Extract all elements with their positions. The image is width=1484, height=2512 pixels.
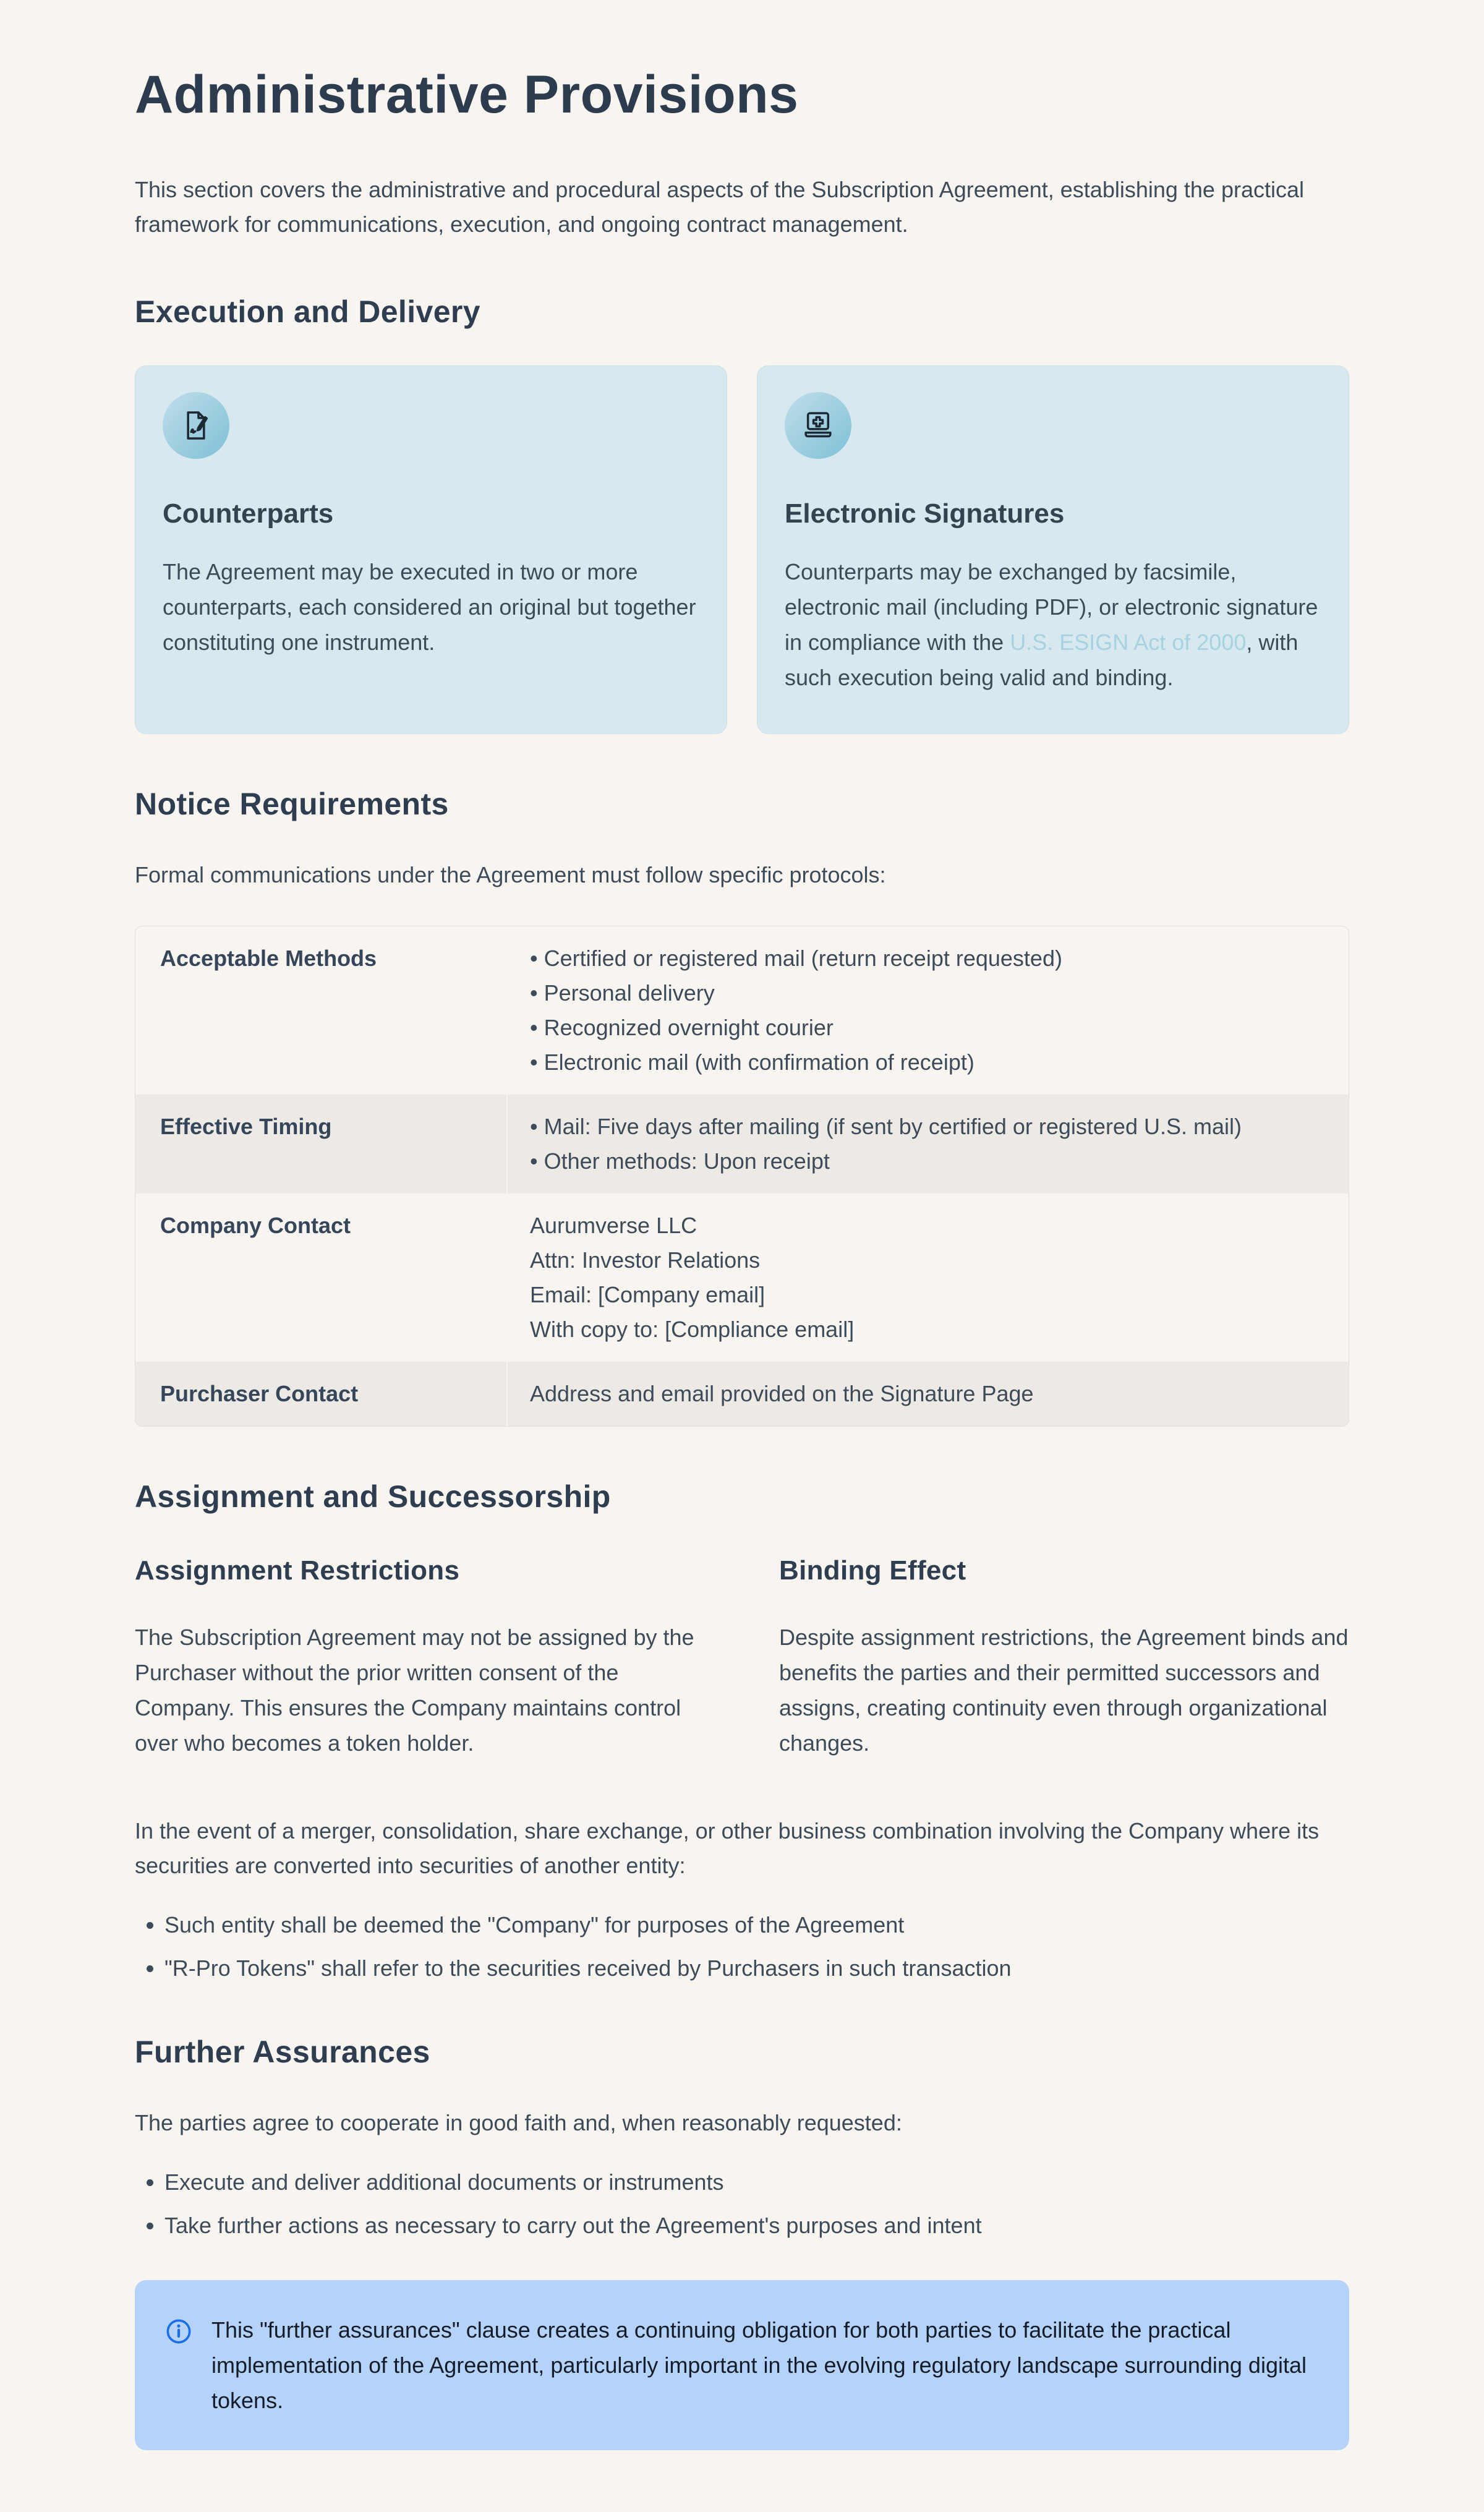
document-page (135, 0, 1349, 2512)
table-row-value (506, 1362, 1349, 1426)
section-heading-further-assurances: Further Assurances (135, 2035, 430, 2069)
list-item: • Such entity shall be deemed the "Company" for purposes of the Agreement (164, 1912, 1349, 1939)
further-assurances-bullet-list (135, 2169, 1349, 2239)
table-row-value (506, 926, 1349, 1095)
card-title-counterparts: Counterparts (163, 498, 334, 529)
section-heading-execution-and-delivery: Execution and Delivery (135, 294, 480, 329)
merger-bullet-list (135, 1912, 1349, 1982)
notice-requirements-table (135, 926, 1349, 1427)
card-body-counterparts: The Agreement may be executed in two or more counterparts, each considered an original but together constituting one instrument. (163, 559, 696, 655)
notice-intro: Formal communications under the Agreement must follow specific protocols: (135, 862, 886, 887)
assignment-restrictions-column (135, 1555, 705, 1761)
electronic-signatures-card (757, 365, 1349, 734)
table-row (135, 926, 1349, 1095)
table-value-line: • Mail: Five days after mailing (if sent by certified or registered U.S. mail) (530, 1114, 1242, 1139)
table-row-label: Company Contact (160, 1213, 351, 1238)
table-value-line: • Recognized overnight courier (530, 1015, 834, 1040)
laptop-medical-icon (801, 408, 835, 443)
card-body-text-before: Counterparts may be exchanged by facsimile, electronic mail (including PDF), or electronic signature in compliance with the (785, 559, 1318, 655)
table-value-line: • Other methods: Upon receipt (530, 1148, 830, 1174)
info-callout (135, 2280, 1349, 2450)
info-icon (164, 2317, 193, 2346)
signature-document-icon (179, 408, 213, 443)
table-row-value (506, 1095, 1349, 1194)
subheading-assignment-restrictions: Assignment Restrictions (135, 1555, 460, 1586)
further-assurances-intro: The parties agree to cooperate in good faith and, when reasonably requested: (135, 2110, 902, 2135)
execution-cards (135, 365, 1349, 734)
info-callout-text: This "further assurances" clause creates a continuing obligation for both parties to facilitate the practical implementation of the Agreement, particularly important in the evolving regulatory landscape surrounding digital tokens. (211, 2317, 1307, 2413)
subheading-binding-effect: Binding Effect (779, 1555, 966, 1586)
counterparts-card (135, 365, 727, 734)
section-heading-assignment-and-successorship: Assignment and Successorship (135, 1479, 611, 1514)
table-value-line: Address and email provided on the Signature Page (530, 1381, 1034, 1406)
list-item: • Take further actions as necessary to carry out the Agreement's purposes and intent (164, 2212, 1349, 2239)
section-heading-notice-requirements: Notice Requirements (135, 787, 449, 821)
card-title-electronic-signatures: Electronic Signatures (785, 498, 1065, 529)
assignment-restrictions-body: The Subscription Agreement may not be assigned by the Purchaser without the prior written consent of the Company. This ensures the Company maintains control over who becomes a token holder. (135, 1625, 694, 1756)
table-value-line: Email: [Company email] (530, 1282, 765, 1307)
table-row (135, 1362, 1349, 1426)
counterparts-icon-circle (163, 392, 229, 459)
table-row (135, 1194, 1349, 1362)
table-value-line: • Certified or registered mail (return receipt requested) (530, 946, 1062, 971)
table-value-line: Aurumverse LLC (530, 1213, 697, 1238)
list-item: • "R-Pro Tokens" shall refer to the securities received by Purchasers in such transaction (164, 1955, 1349, 1982)
binding-effect-body: Despite assignment restrictions, the Agreement binds and benefits the parties and their permitted successors and assigns, creating continuity even through organizational changes. (779, 1625, 1349, 1756)
table-row-label: Purchaser Contact (160, 1381, 359, 1406)
table-row-label: Effective Timing (160, 1114, 332, 1139)
table-value-line: • Electronic mail (with confirmation of receipt) (530, 1049, 974, 1075)
page-intro: This section covers the administrative and procedural aspects of the Subscription Agreement, establishing the practical framework for communications, execution, and ongoing contract management. (135, 177, 1305, 237)
card-body-electronic-signatures (785, 554, 1321, 695)
table-row-value (506, 1194, 1349, 1362)
page-title: Administrative Provisions (135, 65, 799, 124)
bottom-spacer (135, 2450, 1349, 2512)
table-row (135, 1095, 1349, 1194)
info-icon-wrap (164, 2317, 193, 2346)
esign-act-link[interactable]: U.S. ESIGN Act of 2000 (1010, 630, 1247, 655)
table-row-label: Acceptable Methods (160, 946, 377, 971)
list-item: • Execute and deliver additional documents or instruments (164, 2169, 1349, 2196)
electronic-signatures-icon-circle (785, 392, 851, 459)
merger-intro: In the event of a merger, consolidation, share exchange, or other business combination involving the Company where its securities are converted into securities of another entity: (135, 1818, 1320, 1878)
table-value-line: Attn: Investor Relations (530, 1247, 761, 1273)
table-value-line: • Personal delivery (530, 980, 715, 1006)
binding-effect-column (779, 1555, 1349, 1761)
assignment-columns (135, 1555, 1349, 1761)
table-value-line: With copy to: [Compliance email] (530, 1317, 855, 1342)
card-body-text-after: , with such execution being valid and binding. (785, 630, 1298, 690)
